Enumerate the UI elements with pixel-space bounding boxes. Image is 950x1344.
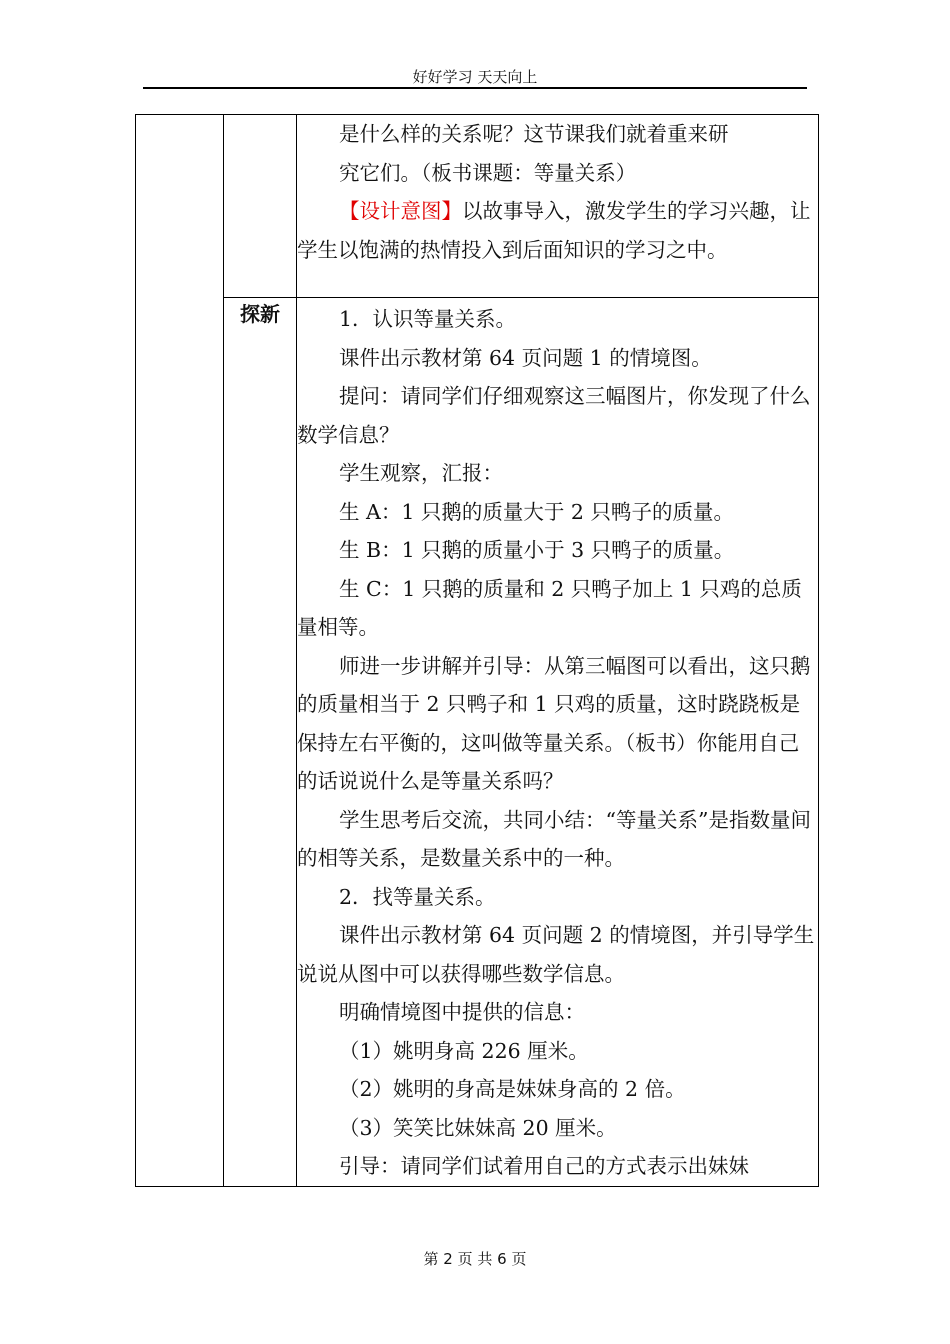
lesson-table — [135, 114, 819, 1187]
design-intent-label: 【设计意图】 — [339, 199, 462, 223]
paragraph: 生 C：1 只鹅的质量和 2 只鸭子加上 1 只鸡的总质量相等。 — [297, 576, 802, 639]
paragraph: 生 B：1 只鹅的质量小于 3 只鸭子的质量。 — [339, 538, 735, 562]
paragraph: 学生思考后交流，共同小结：“等量关系”是指数量间的相等关系，是数量关系中的一种。 — [297, 807, 811, 870]
paragraph: 课件出示教材第 64 页问题 1 的情境图。 — [339, 345, 712, 370]
text-line: 是什么样的关系呢？这节课我们就着重来研 — [339, 122, 729, 146]
paragraph: （1）姚明身高 226 厘米。 — [339, 1038, 589, 1063]
paragraph: 1．认识等量关系。 — [339, 307, 517, 331]
header-rule — [143, 87, 807, 89]
paragraph: （3）笑笑比妹妹高 20 厘米。 — [339, 1115, 617, 1140]
paragraph: 学生观察，汇报： — [339, 461, 503, 485]
content-cell — [297, 298, 819, 1187]
text-line: 究它们。（板书课题：等量关系） — [339, 160, 637, 185]
page-header: 好好学习 天天向上 — [412, 68, 538, 86]
content-cell — [297, 115, 819, 298]
paragraph: 引导：请同学们试着用自己的方式表示出妹妹 — [339, 1154, 749, 1178]
paragraph: 提问：请同学们仔细观察这三幅图片，你发现了什么数学信息？ — [297, 384, 811, 447]
paragraph: （2）姚明的身高是妹妹身高的 2 倍。 — [339, 1077, 686, 1101]
paragraph: 师进一步讲解并引导：从第三幅图可以看出，这只鹅的质量相当于 2 只鸭子和 1 只鸡的质量，这时跷跷板是保持左右平衡的，这叫做等量关系。（板书）你能用自己的话说说什么是等量关系吗？ — [297, 653, 811, 793]
paragraph: 2．找等量关系。 — [339, 884, 496, 909]
design-intent-paragraph — [297, 192, 818, 269]
paragraph: 明确情境图中提供的信息： — [339, 1000, 585, 1024]
table-row — [136, 115, 819, 298]
section-label: 探新 — [224, 298, 297, 1187]
stage-column-cell — [136, 115, 224, 1187]
paragraph: 课件出示教材第 64 页问题 2 的情境图，并引导学生说说从图中可以获得哪些数学信息。 — [297, 923, 815, 986]
design-intent-text: 以故事导入，激发学生的学习兴趣，让学生以饱满的热情投入到后面知识的学习之中。 — [297, 199, 811, 262]
label-cell — [224, 115, 297, 298]
page-footer: 第 2 页 共 6 页 — [423, 1250, 527, 1268]
table-row — [136, 298, 819, 1187]
paragraph: 生 A：1 只鹅的质量大于 2 只鸭子的质量。 — [339, 499, 734, 524]
